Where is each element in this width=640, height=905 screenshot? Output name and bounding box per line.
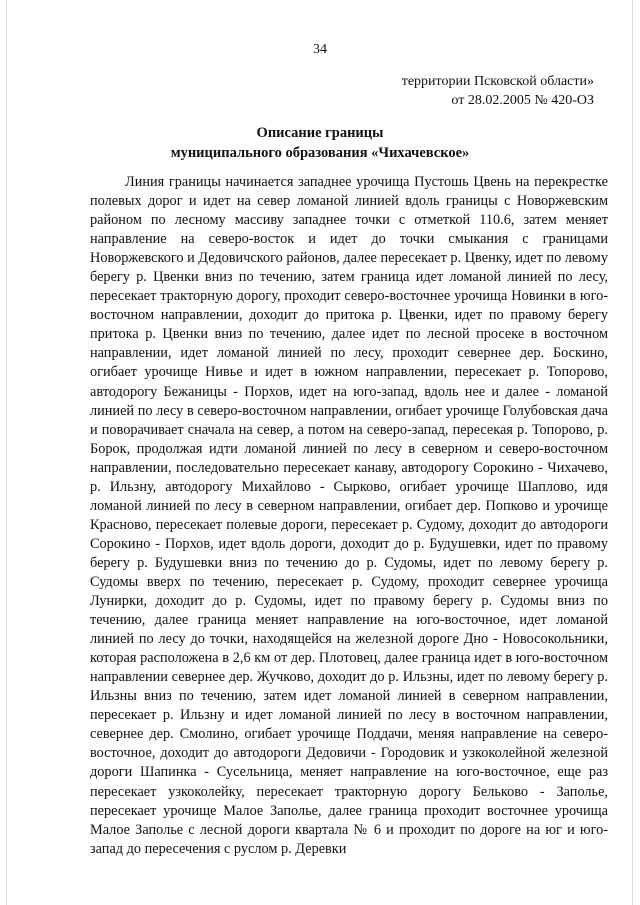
title-line-1: Описание границы — [256, 125, 384, 141]
document-title — [0, 123, 640, 163]
title-line-2: муниципального образования «Чихачевское» — [170, 145, 470, 161]
body-paragraph: Линия границы начинается западнее урочища Пустошь Цвень на перекрестке полевых дорог и идет на север ломаной линией вдоль границы с Новоржевским районом по лесному массиву западнее точки с отметкой 110.6, затем меняет направление на северо-восток и идет до точки смыкания с границами Новоржевского и Дедовичского районов, далее пересекает р. Цвенку, идет по левому берегу р. Цвенки вниз по течению, затем граница идет ломаной линией по лесу, пересекает тракторную дорогу, проходит северо-восточнее урочища Новинки в юго-восточном направлении, доходит до притока р. Цвенки, идет по правому берегу притока р. Цвенки вниз по течению, далее идет по лесной просеке в восточном направлении, идет ломаной линией по лесу, проходит севернее дер. Боскино, огибает урочище Нивье и идет в южном направлении, пересекает р. Топорово, автодорогу Бежаницы - Порхов, идет на юго-запад, вдоль нее и далее - ломаной линией по лесу в северо-восточном направлении, огибает урочище Голубовская дача и поворачивает сначала на север, а потом на северо-запад, пересекая р. Топорово, р. Борок, продолжая идти ломаной линией по лесу в северном и северо-восточном направлении, последовательно пересекает канаву, автодорогу Сорокино - Чихачево, р. Ильзну, автодорогу Михайлово - Сырково, огибает урочище Шаплово, идя ломаной линией по лесу в северном направлении, огибает дер. Попково и урочище Красново, пересекает полевые дороги, пересекает р. Судому, доходит до автодороги Сорокино - Порхов, идет вдоль дороги, доходит до р. Будушевки, идет по правому берегу р. Будушевки вниз по течению до р. Судомы, идет по левому берегу р. Судомы вверх по течению, пересекает р. Судому, проходит севернее урочища Лунирки, доходит до р. Судомы, идет по правому берегу р. Судомы вниз по течению, далее граница меняет направление на юго-восточное, идет ломаной линией по лесу до точки, находящейся на железной дороге Дно - Новосокольники, которая расположена в 2,6 км от дер. Плотовец, далее граница идет в юго-восточном направлении севернее дер. Жучково, доходит до р. Ильзны, идет по левому берегу р. Ильзны вниз по течению, затем идет ломаной линией в северном направлении, пересекает р. Ильзну и идет ломаной линией по лесу в восточном направлении, севернее дер. Смолино, огибает урочище Поддачи, меняя направление на северо-восточное, доходит до автодороги Дедовичи - Городовик и узкоколейной железной дороги Шапинка - Сусельница, меняет направление на юго-восточное, еще раз пересекает узкоколейку, пересекает тракторную дорогу Бельково - Заполье, пересекает урочище Малое Заполье, далее граница проходит восточнее урочища Малое Заполье с лесной дороги квартала № 6 и проходит по дороге на юг и юго-запад до пересечения с руслом р. Деревки — [90, 174, 608, 857]
page-number: 34 — [313, 42, 327, 57]
header-line-2: от 28.02.2005 № 420-ОЗ — [451, 93, 594, 108]
header-line-1: территории Псковской области» — [401, 74, 594, 89]
header-reference — [402, 72, 594, 110]
